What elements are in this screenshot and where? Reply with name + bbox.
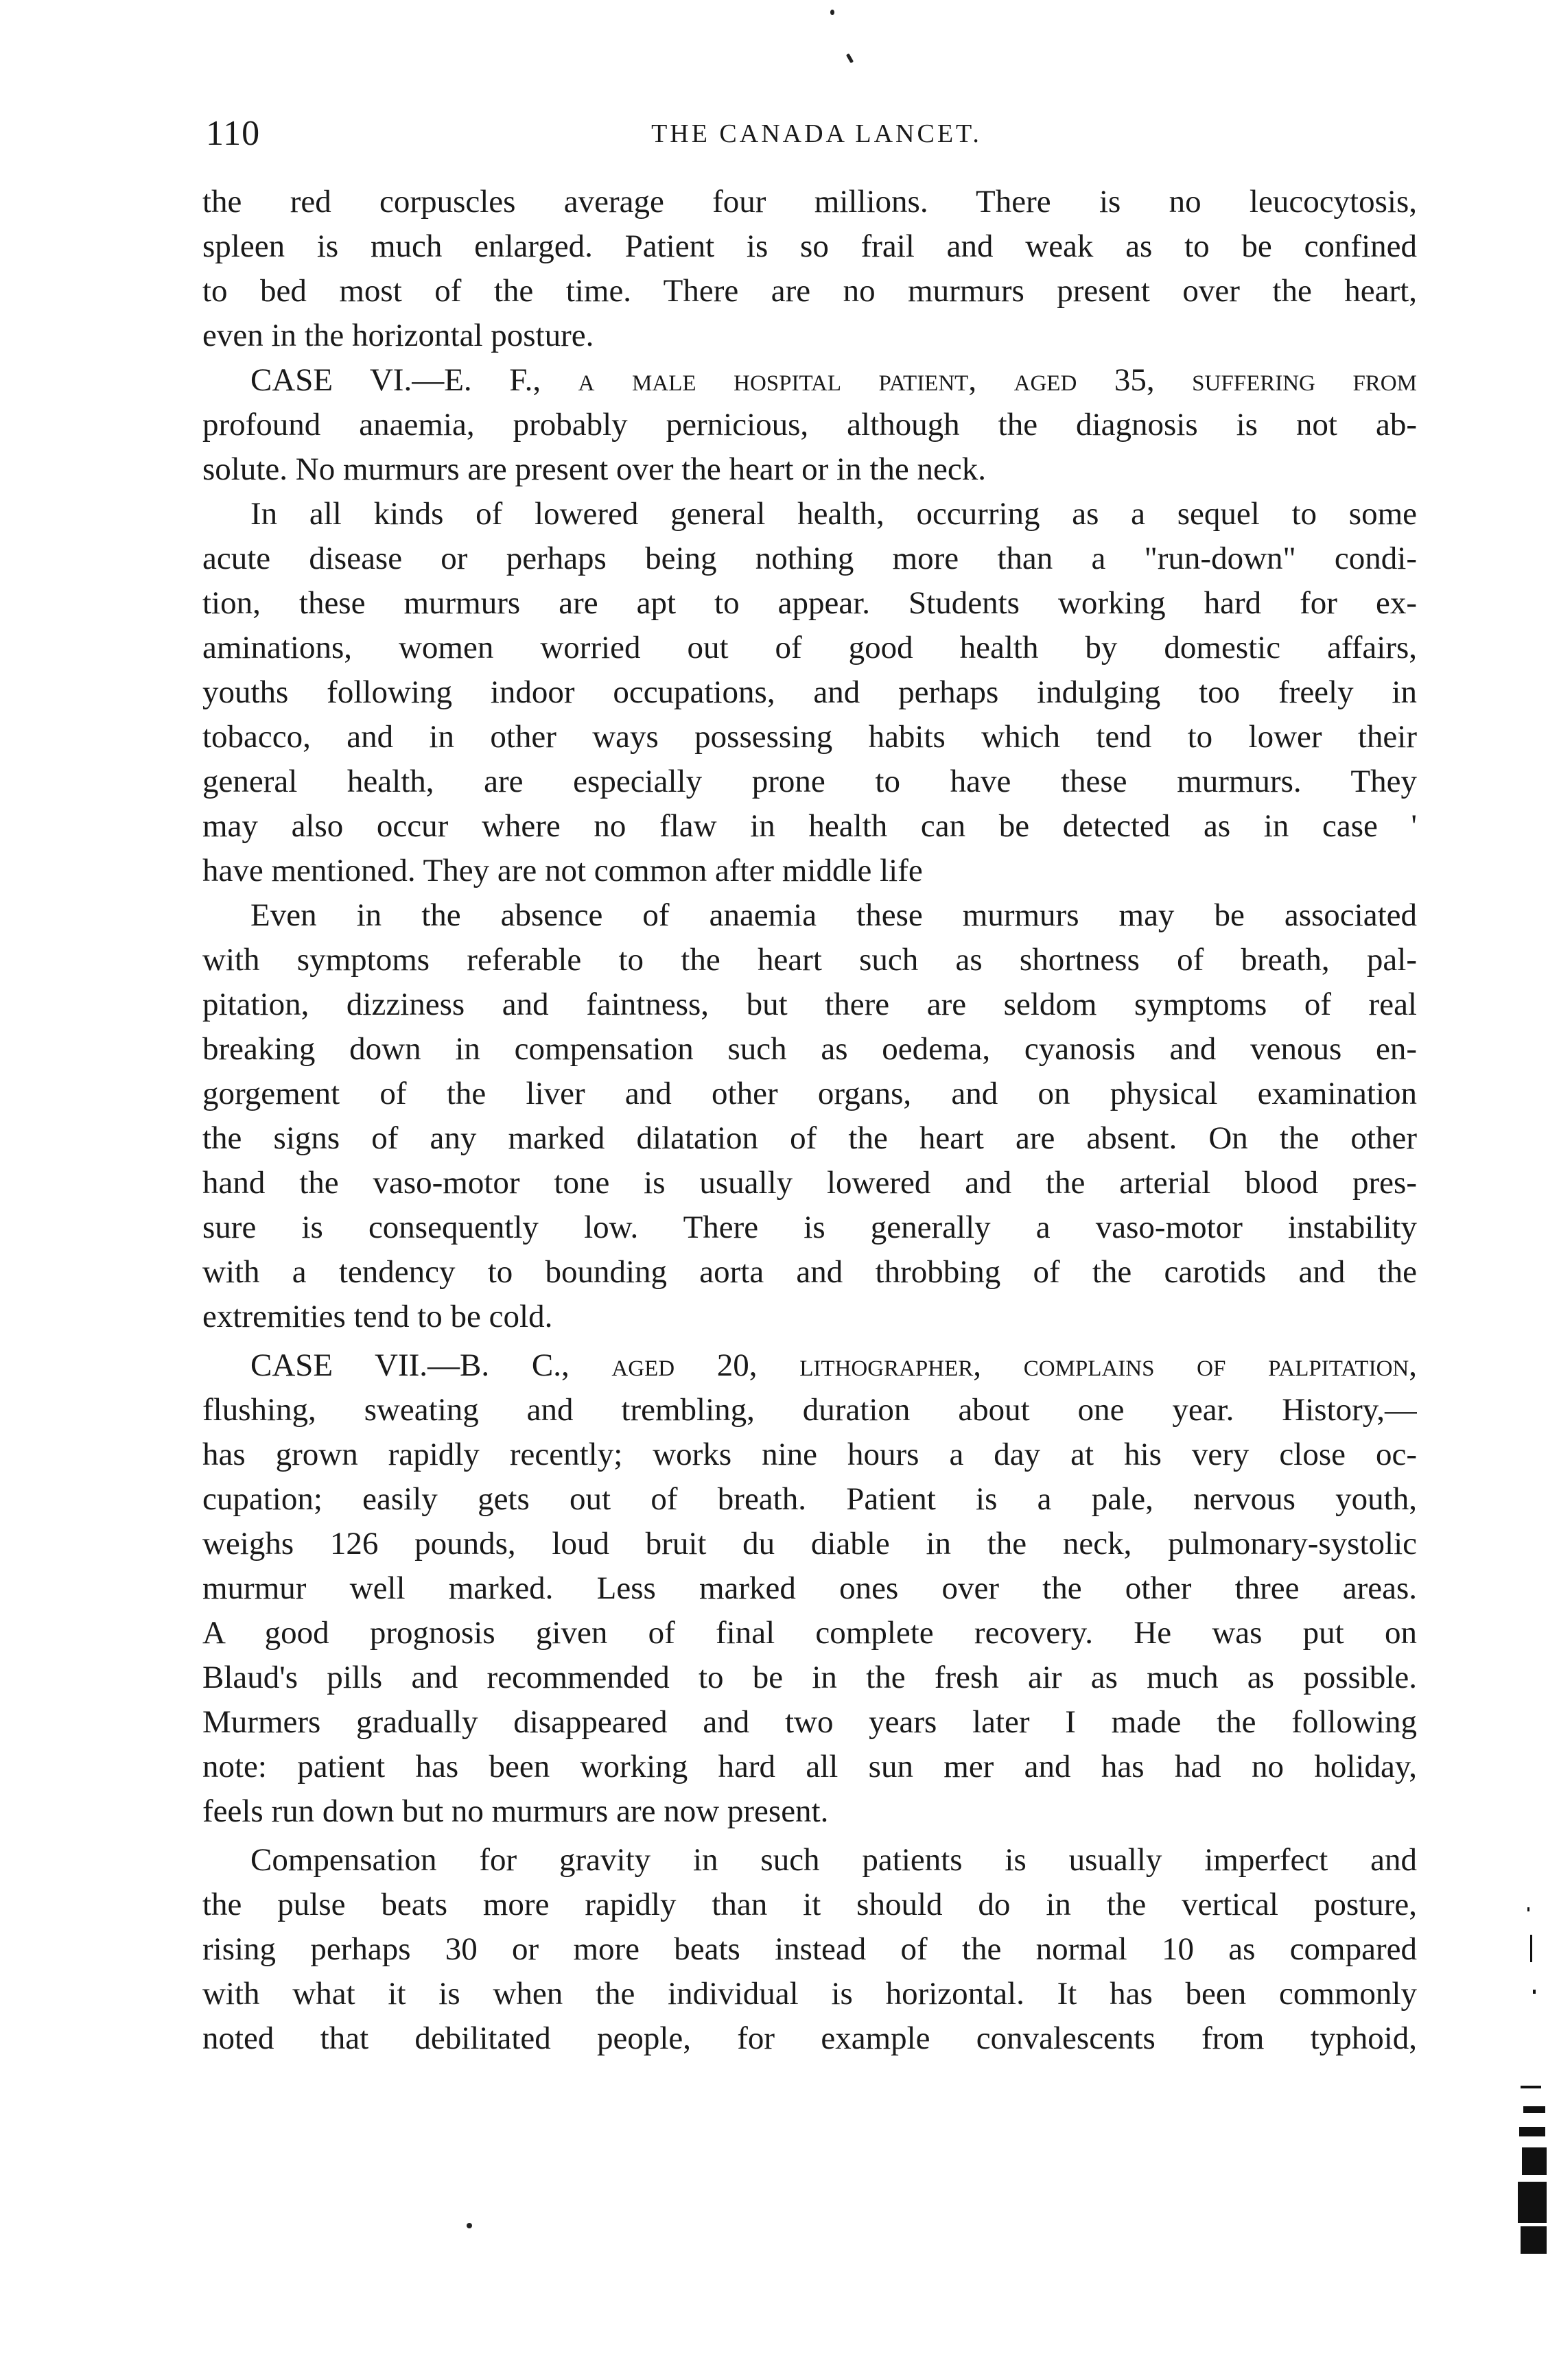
text-line: acute disease or perhaps being nothing more than a "run-down" condi- — [202, 541, 1417, 576]
text-line: profound anaemia, probably pernicious, although the diagnosis is not ab- — [202, 407, 1417, 443]
text-line: feels run down but no murmurs are now present. — [202, 1793, 829, 1829]
text-line: murmur well marked. Less marked ones over the other three areas. — [202, 1570, 1417, 1606]
text-line: sure is consequently low. There is generally a vaso-motor instability — [202, 1210, 1417, 1245]
text-line: with symptoms referable to the heart such as shortness of breath, pal- — [202, 942, 1417, 978]
page-number: 110 — [206, 114, 261, 153]
text-line: A good prognosis given of final complete recovery. He was put on — [202, 1615, 1417, 1651]
text-line: with what it is when the individual is horizontal. It has been commonly — [202, 1976, 1417, 2012]
text-line: tion, these murmurs are apt to appear. Students working hard for ex- — [202, 585, 1417, 621]
text-line: weighs 126 pounds, loud bruit du diable in the neck, pulmonary-systolic — [202, 1526, 1417, 1562]
case-heading-line: CASE VII.—B. C., aged 20, lithographer, complains of palpitation, — [250, 1347, 1417, 1383]
scan-edge-noise — [1507, 1907, 1548, 2264]
text-line: general health, are especially prone to have these murmurs. They — [202, 764, 1417, 799]
text-line: aminations, women worried out of good health by domestic affairs, — [202, 630, 1417, 665]
text-line: hand the vaso-motor tone is usually lowered and the arterial blood pres- — [202, 1165, 1417, 1201]
text-line: gorgement of the liver and other organs, and on physical examination — [202, 1076, 1417, 1111]
scan-speck — [846, 54, 854, 64]
text-line: noted that debilitated people, for example convalescents from typhoid, — [202, 2020, 1417, 2056]
text-line: rising perhaps 30 or more beats instead of the normal 10 as compared — [202, 1931, 1417, 1967]
running-title: THE CANADA LANCET. — [651, 119, 982, 148]
text-line: pitation, dizziness and faintness, but there are seldom symptoms of real — [202, 987, 1417, 1022]
text-line: Blaud's pills and recommended to be in the fresh air as much as possible. — [202, 1660, 1417, 1695]
text-line: flushing, sweating and trembling, duration about one year. History,— — [202, 1392, 1417, 1428]
scan-speck — [467, 2223, 472, 2228]
text-line: the signs of any marked dilatation of the heart are absent. On the other — [202, 1120, 1417, 1156]
text-line: even in the horizontal posture. — [202, 318, 594, 353]
text-line: extremities tend to be cold. — [202, 1299, 553, 1334]
page-header — [206, 113, 1427, 161]
text-line: may also occur where no flaw in health can be detected as in case ' — [202, 808, 1417, 844]
text-line: Murmers gradually disappeared and two years later I made the following — [202, 1704, 1417, 1740]
text-line: the red corpuscles average four millions. There is no leucocytosis, — [202, 184, 1417, 220]
body-text — [202, 180, 1417, 2061]
case-heading-line: CASE VI.—E. F., a male hospital patient, aged 35, suffering from — [250, 362, 1417, 398]
text-line: the pulse beats more rapidly than it should do in the vertical posture, — [202, 1887, 1417, 1922]
text-line: has grown rapidly recently; works nine hours a day at his very close oc- — [202, 1437, 1417, 1472]
text-line: have mentioned. They are not common after middle life — [202, 853, 923, 888]
paragraph-start-line: Compensation for gravity in such patients is usually imperfect and — [250, 1842, 1417, 1878]
text-line: breaking down in compensation such as oedema, cyanosis and venous en- — [202, 1031, 1417, 1067]
text-line: cupation; easily gets out of breath. Patient is a pale, nervous youth, — [202, 1481, 1417, 1517]
text-line: note: patient has been working hard all sun mer and has had no holiday, — [202, 1749, 1417, 1784]
text-line: spleen is much enlarged. Patient is so frail and weak as to be confined — [202, 228, 1417, 264]
text-line: tobacco, and in other ways possessing habits which tend to lower their — [202, 719, 1417, 755]
scan-speck — [830, 10, 834, 15]
paragraph-start-line: In all kinds of lowered general health, occurring as a sequel to some — [250, 496, 1417, 532]
text-line: to bed most of the time. There are no murmurs present over the heart, — [202, 273, 1417, 309]
text-line: solute. No murmurs are present over the heart or in the neck. — [202, 451, 986, 487]
text-line: with a tendency to bounding aorta and throbbing of the carotids and the — [202, 1254, 1417, 1290]
text-line: youths following indoor occupations, and perhaps indulging too freely in — [202, 674, 1417, 710]
paragraph-start-line: Even in the absence of anaemia these murmurs may be associated — [250, 897, 1417, 933]
